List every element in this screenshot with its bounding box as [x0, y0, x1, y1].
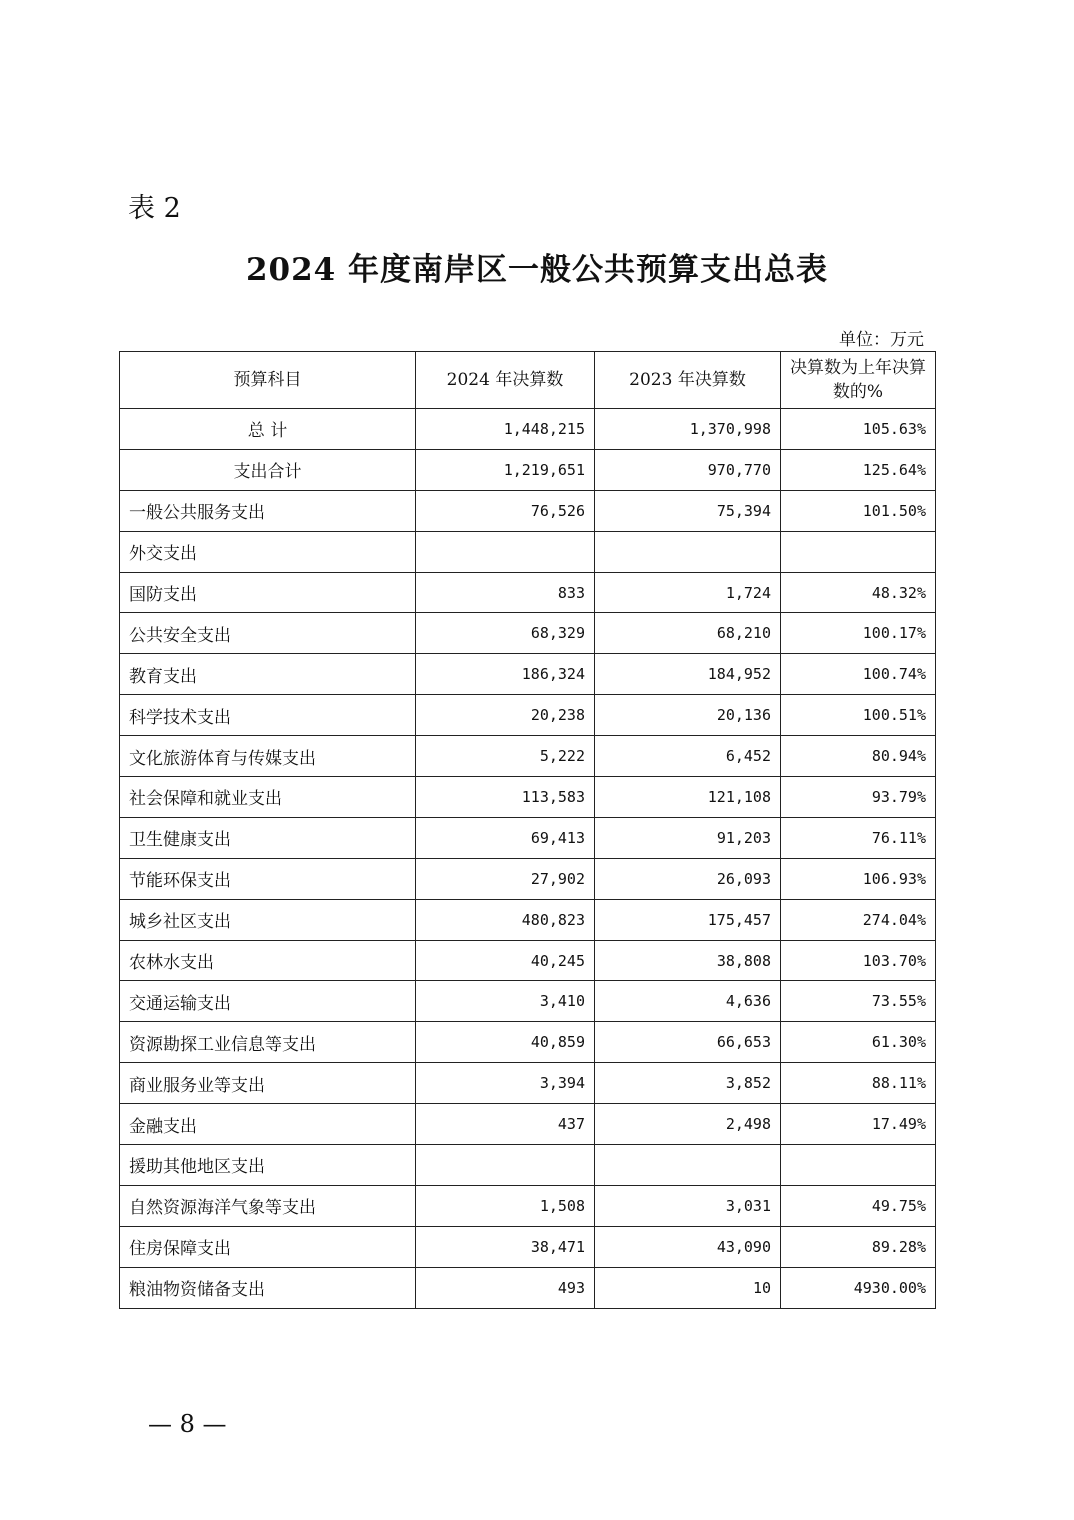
- table-row: [120, 858, 936, 899]
- row-value-2023: 3,031: [595, 1185, 781, 1226]
- row-value-2023: 75,394: [595, 490, 781, 531]
- row-value-2023: 20,136: [595, 695, 781, 736]
- header-2024-final: 2024 年决算数: [416, 352, 595, 409]
- row-value-2023: [595, 531, 781, 572]
- row-value-2023: 175,457: [595, 899, 781, 940]
- table-row: [120, 409, 936, 450]
- row-ratio-percent: 100.17%: [781, 613, 936, 654]
- row-value-2024: 1,448,215: [416, 409, 595, 450]
- row-value-2024: 493: [416, 1267, 595, 1308]
- table-row: [120, 1185, 936, 1226]
- table-row: [120, 572, 936, 613]
- row-ratio-percent: 101.50%: [781, 490, 936, 531]
- row-item-name: 文化旅游体育与传媒支出: [120, 736, 416, 777]
- row-item-name: 总 计: [120, 409, 416, 450]
- row-value-2024: 20,238: [416, 695, 595, 736]
- row-ratio-percent: 61.30%: [781, 1022, 936, 1063]
- row-value-2023: 6,452: [595, 736, 781, 777]
- unit-note: 单位：万元: [839, 330, 924, 350]
- row-ratio-percent: 48.32%: [781, 572, 936, 613]
- row-value-2024: 5,222: [416, 736, 595, 777]
- row-value-2023: 66,653: [595, 1022, 781, 1063]
- row-value-2023: 4,636: [595, 981, 781, 1022]
- row-value-2023: 3,852: [595, 1063, 781, 1104]
- row-item-name: 公共安全支出: [120, 613, 416, 654]
- row-value-2023: 68,210: [595, 613, 781, 654]
- row-value-2023: 26,093: [595, 858, 781, 899]
- header-budget-item: 预算科目: [120, 352, 416, 409]
- row-value-2024: 113,583: [416, 777, 595, 818]
- table-row: [120, 1145, 936, 1186]
- row-item-name: 节能环保支出: [120, 858, 416, 899]
- row-item-name: 交通运输支出: [120, 981, 416, 1022]
- row-ratio-percent: [781, 531, 936, 572]
- row-value-2024: 68,329: [416, 613, 595, 654]
- row-ratio-percent: 100.74%: [781, 654, 936, 695]
- row-ratio-percent: 93.79%: [781, 777, 936, 818]
- row-ratio-percent: 89.28%: [781, 1226, 936, 1267]
- row-ratio-percent: 103.70%: [781, 940, 936, 981]
- table-label: 表 2: [128, 193, 181, 224]
- row-item-name: 商业服务业等支出: [120, 1063, 416, 1104]
- row-item-name: 粮油物资储备支出: [120, 1267, 416, 1308]
- row-value-2023: 970,770: [595, 449, 781, 490]
- row-value-2024: 186,324: [416, 654, 595, 695]
- row-item-name: 国防支出: [120, 572, 416, 613]
- row-value-2024: 480,823: [416, 899, 595, 940]
- table-row: [120, 1226, 936, 1267]
- table-row: [120, 490, 936, 531]
- row-value-2023: 2,498: [595, 1104, 781, 1145]
- row-value-2023: 91,203: [595, 817, 781, 858]
- table-row: [120, 899, 936, 940]
- row-value-2024: 3,410: [416, 981, 595, 1022]
- table-row: [120, 1022, 936, 1063]
- table-row: [120, 981, 936, 1022]
- row-item-name: 外交支出: [120, 531, 416, 572]
- row-ratio-percent: 4930.00%: [781, 1267, 936, 1308]
- budget-expenditure-table: [119, 351, 936, 1309]
- row-item-name: 农林水支出: [120, 940, 416, 981]
- table-row: [120, 1063, 936, 1104]
- row-value-2024: [416, 1145, 595, 1186]
- table-row: [120, 531, 936, 572]
- row-value-2024: [416, 531, 595, 572]
- row-item-name: 援助其他地区支出: [120, 1145, 416, 1186]
- table-row: [120, 736, 936, 777]
- row-value-2023: 1,724: [595, 572, 781, 613]
- row-item-name: 科学技术支出: [120, 695, 416, 736]
- row-value-2024: 437: [416, 1104, 595, 1145]
- table-row: [120, 613, 936, 654]
- row-item-name: 金融支出: [120, 1104, 416, 1145]
- table-row: [120, 449, 936, 490]
- row-value-2023: 121,108: [595, 777, 781, 818]
- row-value-2024: 40,859: [416, 1022, 595, 1063]
- row-item-name: 自然资源海洋气象等支出: [120, 1185, 416, 1226]
- row-ratio-percent: 125.64%: [781, 449, 936, 490]
- row-value-2024: 833: [416, 572, 595, 613]
- row-value-2024: 1,219,651: [416, 449, 595, 490]
- row-value-2023: 38,808: [595, 940, 781, 981]
- row-item-name: 卫生健康支出: [120, 817, 416, 858]
- header-2023-final: 2023 年决算数: [595, 352, 781, 409]
- row-value-2023: 184,952: [595, 654, 781, 695]
- row-value-2023: 1,370,998: [595, 409, 781, 450]
- row-ratio-percent: 49.75%: [781, 1185, 936, 1226]
- row-value-2023: [595, 1145, 781, 1186]
- table-row: [120, 695, 936, 736]
- row-ratio-percent: 80.94%: [781, 736, 936, 777]
- table-row: [120, 654, 936, 695]
- row-ratio-percent: 76.11%: [781, 817, 936, 858]
- row-value-2024: 1,508: [416, 1185, 595, 1226]
- row-ratio-percent: 17.49%: [781, 1104, 936, 1145]
- row-item-name: 教育支出: [120, 654, 416, 695]
- page-number: — 8 —: [148, 1410, 227, 1438]
- row-value-2024: 3,394: [416, 1063, 595, 1104]
- row-ratio-percent: 106.93%: [781, 858, 936, 899]
- table-body: [120, 409, 936, 1309]
- row-value-2024: 27,902: [416, 858, 595, 899]
- row-item-name: 一般公共服务支出: [120, 490, 416, 531]
- table-header-row: [120, 352, 936, 409]
- row-value-2024: 40,245: [416, 940, 595, 981]
- table-row: [120, 940, 936, 981]
- row-item-name: 城乡社区支出: [120, 899, 416, 940]
- row-item-name: 资源勘探工业信息等支出: [120, 1022, 416, 1063]
- row-ratio-percent: [781, 1145, 936, 1186]
- row-ratio-percent: 100.51%: [781, 695, 936, 736]
- table-row: [120, 777, 936, 818]
- row-item-name: 社会保障和就业支出: [120, 777, 416, 818]
- row-ratio-percent: 88.11%: [781, 1063, 936, 1104]
- row-ratio-percent: 274.04%: [781, 899, 936, 940]
- row-ratio-percent: 73.55%: [781, 981, 936, 1022]
- row-item-name: 住房保障支出: [120, 1226, 416, 1267]
- header-ratio-percent: 决算数为上年决算数的%: [781, 352, 936, 409]
- table-row: [120, 1104, 936, 1145]
- row-value-2023: 10: [595, 1267, 781, 1308]
- row-value-2024: 38,471: [416, 1226, 595, 1267]
- row-value-2024: 76,526: [416, 490, 595, 531]
- row-value-2024: 69,413: [416, 817, 595, 858]
- row-value-2023: 43,090: [595, 1226, 781, 1267]
- document-title: 2024 年度南岸区一般公共预算支出总表: [245, 252, 829, 288]
- table-row: [120, 817, 936, 858]
- table-row: [120, 1267, 936, 1308]
- row-item-name: 支出合计: [120, 449, 416, 490]
- row-ratio-percent: 105.63%: [781, 409, 936, 450]
